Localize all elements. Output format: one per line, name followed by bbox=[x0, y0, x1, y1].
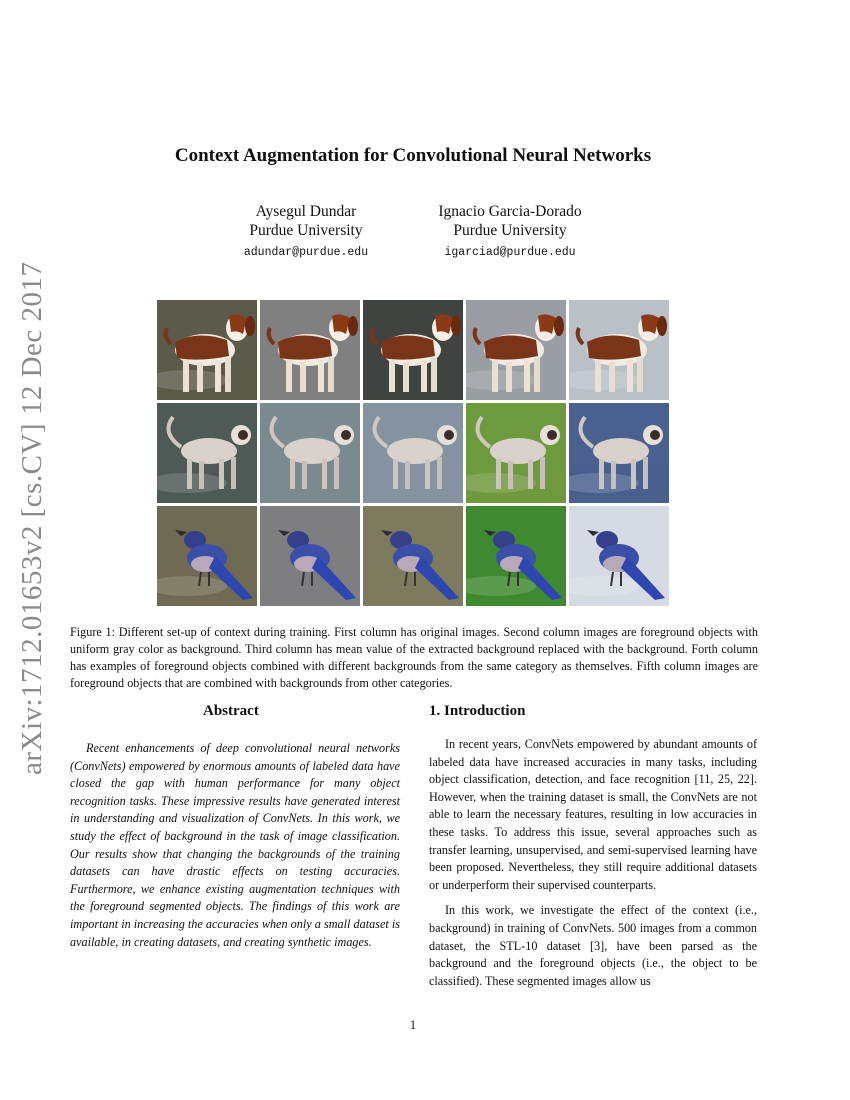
paper-title: Context Augmentation for Convolutional Neural Networks bbox=[174, 145, 652, 166]
figure-thumbnail-dog-4 bbox=[466, 300, 566, 400]
figure-thumbnail-dog-5 bbox=[569, 300, 669, 400]
abstract-text: Recent enhancements of deep convolutional neural networks (ConvNets) empowered by enormous amounts of labeled data have closed the gap with human performance for many object recognition tasks. These impressive results have generated interest in understanding and visualization of ConvNets. In this work, we study the effect of background in the task of image classification. Our results show that changing the backgrounds of the training datasets can have drastic effects on testing accuracies. Furthermore, we enhance existing augmentation techniques with the foreground segmented objects. The findings of this work are important in increasing the accuracies when only a small dataset is available, in creating datasets, and creating synthetic images. bbox=[70, 741, 400, 949]
figure-caption: Figure 1: Different set-up of context during training. First column has original images. Second column images are foreground objects with uniform gray color as background. Third column has mean value of the extracted background replaced with the background. Forth column has examples of foreground objects combined with different backgrounds from the same category as themselves. Fifth column images are foreground objects that are combined with backgrounds from other categories. bbox=[70, 625, 758, 690]
intro-paragraph: In recent years, ConvNets empowered by abundant amounts of labeled data have increased accuracies in many tasks, including object classification, detection, and face recognition [11, 25, 22]. However, when the training dataset is small, the ConvNets are not able to learn the necessary features, resulting in low accuracies in these tasks. To address this issue, several approaches such as transfer learning, unsupervised, and semi-supervised learning have been proposed. Nevertheless, they still require additional datasets or underperform their supervised counterparts. bbox=[429, 737, 757, 892]
figure-thumbnail-monkey-5 bbox=[569, 403, 669, 503]
figure-thumbnail-dog-3 bbox=[363, 300, 463, 400]
figure-thumbnail-monkey-1 bbox=[157, 403, 257, 503]
figure-thumbnail-bird-1 bbox=[157, 506, 257, 606]
author-name: Ignacio Garcia-Dorado bbox=[438, 203, 582, 220]
figure-thumbnail-bird-2 bbox=[260, 506, 360, 606]
figure-thumbnail-dog-2 bbox=[260, 300, 360, 400]
author-email: igarciad@purdue.edu bbox=[444, 246, 576, 259]
figure-thumbnail-bird-3 bbox=[363, 506, 463, 606]
figure-thumbnail-monkey-3 bbox=[363, 403, 463, 503]
author-affiliation: Purdue University bbox=[453, 222, 567, 239]
figure-image-grid bbox=[157, 300, 669, 606]
author-block-2 bbox=[400, 202, 620, 259]
author-email: adundar@purdue.edu bbox=[243, 246, 369, 259]
intro-paragraph: In this work, we investigate the effect of the context (i.e., background) in training of ConvNets. 500 images from a common dataset, the STL-10 dataset [3], have been parsed as the background and the foreground objects (i.e., the object to be classified). These segmented images allow us bbox=[429, 903, 757, 988]
author-affiliation: Purdue University bbox=[249, 222, 363, 239]
figure-thumbnail-bird-5 bbox=[569, 506, 669, 606]
figure-thumbnail-monkey-4 bbox=[466, 403, 566, 503]
author-block-1 bbox=[196, 202, 416, 259]
introduction-text bbox=[429, 736, 757, 998]
abstract-heading: Abstract bbox=[203, 703, 259, 719]
arxiv-id: arXiv:1712.01653v2 [cs.CV] 12 Dec 2017 bbox=[16, 261, 48, 775]
figure-thumbnail-bird-4 bbox=[466, 506, 566, 606]
figure-thumbnail-monkey-2 bbox=[260, 403, 360, 503]
figure-thumbnail-dog-1 bbox=[157, 300, 257, 400]
page-number: 1 bbox=[409, 1018, 417, 1032]
introduction-heading: 1. Introduction bbox=[429, 703, 526, 719]
author-name: Aysegul Dundar bbox=[255, 203, 357, 220]
